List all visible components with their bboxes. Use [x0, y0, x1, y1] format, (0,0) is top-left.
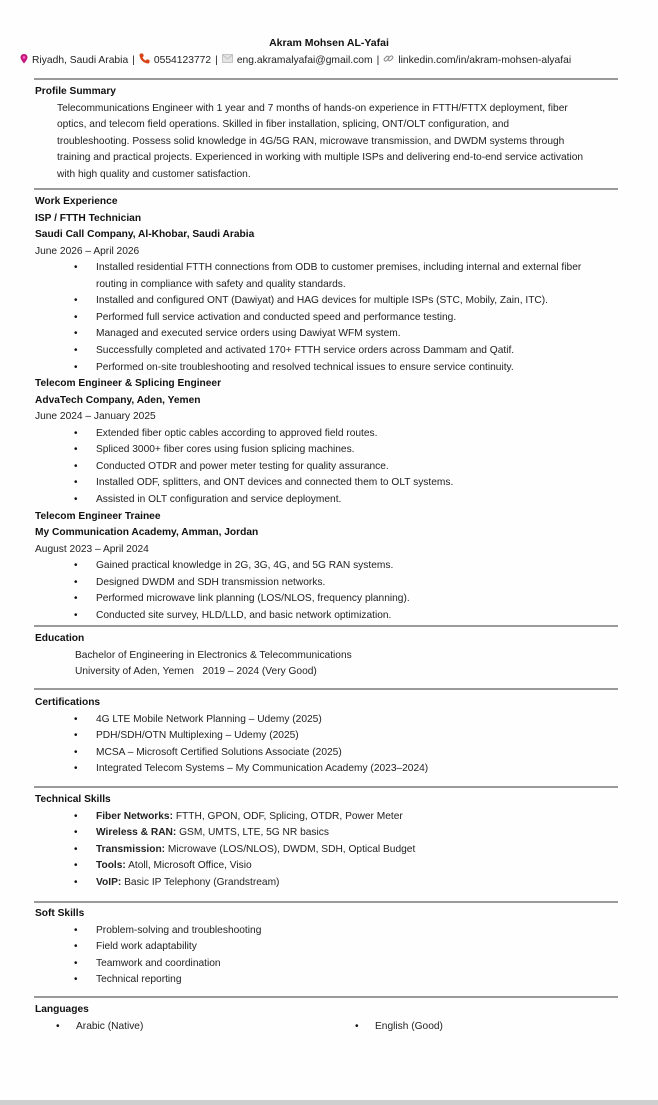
phone-link[interactable]: 0554123772 [153, 54, 212, 66]
list-item [74, 842, 604, 859]
link-icon [383, 53, 394, 67]
job-entry [35, 509, 625, 625]
skill-value: Atoll, Microsoft Office, Visio [125, 860, 252, 872]
summary-line: with high quality and customer satisfaction. [57, 168, 251, 180]
job-company: My Communication Academy, Amman, Jordan [35, 527, 259, 539]
list-item: • Performed microwave link planning (LOS/NLOS, frequency planning). [74, 591, 604, 608]
languages-section [35, 1002, 625, 1035]
language-item: • Arabic (Native) [56, 1019, 143, 1036]
page-bottom-edge [0, 1100, 658, 1105]
summary-line: Telecommunications Engineer with 1 year and 7 months of hands-on experience in FTTH/FTTX deployment, fiber [57, 102, 568, 114]
skill-value: GSM, UMTS, LTE, 5G NR basics [176, 827, 329, 839]
soft-skills-list [74, 923, 625, 989]
language-item: • English (Good) [355, 1019, 443, 1036]
job-entry [35, 376, 625, 508]
list-item [74, 825, 604, 842]
technical-skills-list [74, 809, 625, 892]
list-item: • Installed ODF, splitters, and ONT devices and connected them to OLT systems. [74, 475, 604, 492]
list-item: • Technical reporting [74, 972, 604, 989]
skill-label: Wireless & RAN: [96, 827, 177, 839]
candidate-name: Akram Mohsen AL-Yafai [269, 37, 389, 49]
job-dates: August 2023 – April 2024 [35, 543, 149, 555]
list-item: • Gained practical knowledge in 2G, 3G, 4G, and 5G RAN systems. [74, 558, 604, 575]
section-heading: Technical Skills [35, 794, 111, 805]
job-title: ISP / FTTH Technician [35, 212, 142, 224]
skill-value: FTTH, GPON, ODF, Splicing, OTDR, Power Meter [173, 810, 403, 822]
job-bullets [74, 260, 625, 376]
list-item [74, 858, 604, 875]
job-dates: June 2024 – January 2025 [35, 411, 156, 423]
list-item: • Successfully completed and activated 170+ FTTH service orders across Dammam and Qatif. [74, 343, 604, 360]
job-bullets [74, 558, 625, 624]
section-heading: Education [35, 633, 85, 644]
list-item: • Designed DWDM and SDH transmission networks. [74, 575, 604, 592]
list-item: • Installed and configured ONT (Dawiyat) and HAG devices for multiple ISPs (STC, Mobily, Zain, ITC). [74, 293, 604, 310]
list-item [74, 809, 604, 826]
job-bullets [74, 426, 625, 509]
job-title: Telecom Engineer & Splicing Engineer [35, 378, 222, 390]
section-heading: Soft Skills [35, 908, 85, 919]
list-item: • Extended fiber optic cables according to approved field routes. [74, 426, 604, 443]
list-item: • Assisted in OLT configuration and service deployment. [74, 492, 604, 509]
location-pin-icon [20, 54, 28, 67]
skill-value: Basic IP Telephony (Grandstream) [121, 876, 280, 888]
separator: | [215, 54, 218, 66]
summary-line: troubleshooting. Possess solid knowledge in 4G/5G RAN, microwave transmission, and DWDM systems through [57, 135, 565, 147]
envelope-icon [222, 54, 233, 66]
list-item: • Performed full service activation and conducted speed and performance testing. [74, 310, 604, 327]
job-entry [35, 211, 625, 377]
experience-section [35, 194, 625, 625]
job-title: Telecom Engineer Trainee [35, 510, 161, 522]
list-item: • Teamwork and coordination [74, 956, 604, 973]
divider [34, 786, 618, 788]
summary-line: training and practical projects. Experienced in working with multiple ISPs and delivering end-to-end service activation [57, 152, 584, 164]
technical-skills-section [35, 792, 625, 891]
divider [34, 188, 618, 190]
list-item [74, 875, 604, 892]
skill-value: Microwave (LOS/NLOS), DWDM, SDH, Optical Budget [165, 843, 416, 855]
list-item: • 4G LTE Mobile Network Planning – Udemy (2025) [74, 712, 604, 729]
section-heading: Work Experience [35, 196, 118, 207]
list-item: • Problem-solving and troubleshooting [74, 923, 604, 940]
divider [34, 688, 618, 690]
education-section [35, 631, 625, 681]
skill-label: Fiber Networks: [96, 810, 173, 822]
soft-skills-section [35, 906, 625, 989]
degree: Bachelor of Engineering in Electronics & Telecommunications [75, 649, 352, 661]
list-item: • Spliced 3000+ fiber cores using fusion splicing machines. [74, 442, 604, 459]
skill-label: Transmission: [96, 843, 166, 855]
section-heading: Certifications [35, 697, 101, 708]
divider [34, 996, 618, 998]
job-company: AdvaTech Company, Aden, Yemen [35, 394, 201, 406]
location-text: Riyadh, Saudi Arabia [32, 54, 129, 66]
separator: | [376, 54, 380, 66]
certifications-list [74, 712, 625, 778]
summary-line: optics, and telecom field operations. Skilled in fiber installation, splicing, ONT/OLT configuration, and [57, 119, 510, 131]
list-item: • Integrated Telecom Systems – My Communication Academy (2023–2024) [74, 761, 604, 778]
list-item: • Managed and executed service orders using Dawiyat WFM system. [74, 326, 604, 343]
list-item: • Field work adaptability [74, 939, 604, 956]
profile-summary [57, 101, 622, 184]
list-item: • Conducted site survey, HLD/LLD, and basic network optimization. [74, 608, 604, 625]
list-item: • PDH/SDH/OTN Multiplexing – Udemy (2025) [74, 728, 604, 745]
job-dates: June 2026 – April 2026 [35, 245, 140, 257]
linkedin-link[interactable]: linkedin.com/in/akram-mohsen-alyafai [398, 54, 572, 66]
skill-label: Tools: [96, 860, 126, 872]
list-item: • Conducted OTDR and power meter testing for quality assurance. [74, 459, 604, 476]
section-heading: Profile Summary [35, 86, 116, 97]
divider [34, 78, 618, 80]
divider [34, 625, 618, 627]
list-item: • MCSA – Microsoft Certified Solutions Associate (2025) [74, 745, 604, 762]
school: University of Aden, Yemen 2019 – 2024 (Very Good) [75, 666, 317, 677]
certifications-section [35, 695, 625, 778]
list-item: • Installed residential FTTH connections from ODB to customer premises, including internal and external fiber routing in compliance with safety and quality standards. [74, 260, 604, 293]
contact-line [20, 53, 620, 67]
list-item: • Performed on-site troubleshooting and resolved technical issues to ensure service continuity. [74, 360, 604, 377]
separator: | [132, 54, 135, 66]
divider [34, 901, 618, 903]
email-link[interactable]: eng.akramalyafai@gmail.com [236, 54, 373, 66]
section-heading: Languages [35, 1004, 89, 1015]
profile-section [35, 84, 625, 183]
languages-row [35, 1019, 625, 1036]
skill-label: VoIP: [96, 876, 122, 888]
job-company: Saudi Call Company, Al-Khobar, Saudi Arabia [35, 229, 255, 240]
phone-icon [139, 53, 150, 67]
